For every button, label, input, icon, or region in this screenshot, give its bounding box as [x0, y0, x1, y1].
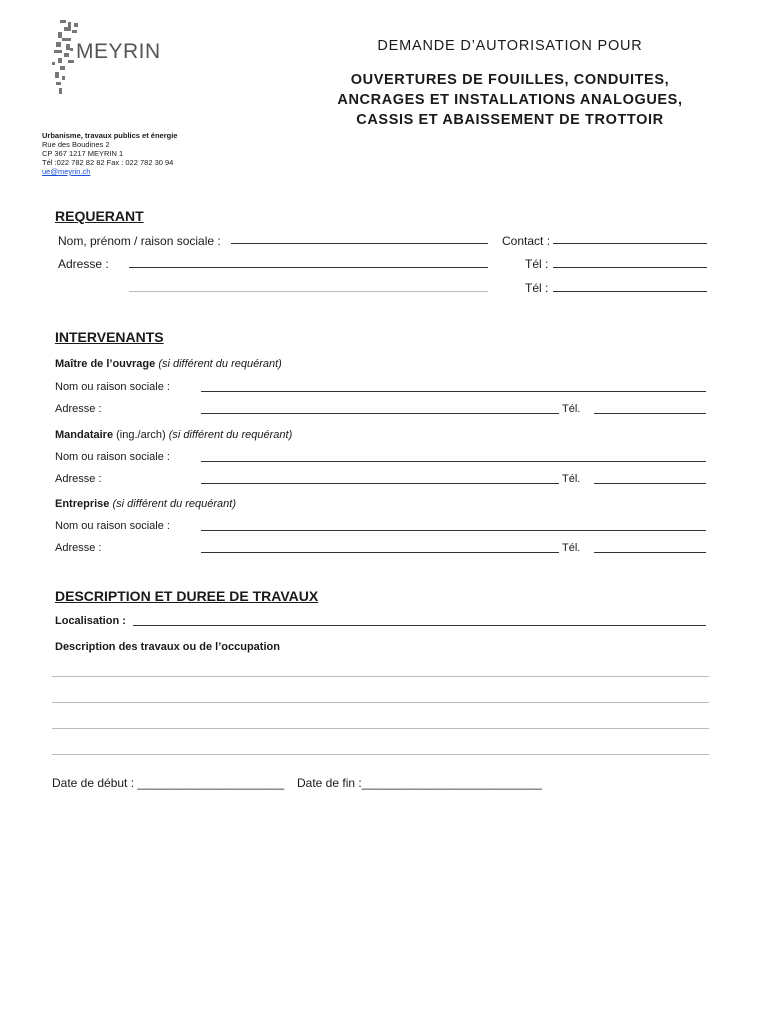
maitre-tel-field[interactable] [594, 413, 706, 414]
mandataire-tel-label: Tél. [562, 473, 581, 485]
description-label: Description des travaux ou de l’occupation [55, 641, 280, 653]
requerant-contact-field[interactable] [553, 243, 707, 244]
requerant-tel-label: Tél : [525, 257, 549, 271]
entreprise-address-field[interactable] [201, 552, 559, 553]
requerant-name-label: Nom, prénom / raison sociale : [58, 234, 221, 248]
entreprise-address-label: Adresse : [55, 542, 102, 554]
organization-block [42, 131, 177, 176]
maitre-address-label: Adresse : [55, 403, 102, 415]
mandataire-tel-field[interactable] [594, 483, 706, 484]
maitre-address-field[interactable] [201, 413, 559, 414]
localisation-field[interactable] [133, 625, 706, 626]
maitre-ouvrage-heading: Maître de l’ouvrage (si différent du requérant) [55, 358, 282, 370]
requerant-contact-label: Contact : [502, 234, 551, 248]
requerant-tel-field[interactable] [553, 267, 707, 268]
org-address: Rue des Boudines 2 [42, 140, 110, 149]
description-line-1[interactable] [52, 676, 709, 677]
org-email-link[interactable]: ue@meyrin.ch [42, 167, 91, 176]
entreprise-name-field[interactable] [201, 530, 706, 531]
localisation-label: Localisation : [55, 615, 126, 627]
entreprise-name-label: Nom ou raison sociale : [55, 520, 170, 532]
requerant-address-label: Adresse : [58, 257, 109, 271]
description-line-2[interactable] [52, 702, 709, 703]
maitre-name-field[interactable] [201, 391, 706, 392]
entreprise-tel-field[interactable] [594, 552, 706, 553]
requerant-tel-label-2: Tél : [525, 281, 549, 295]
start-date-field[interactable]: Date de début : ______________________ [52, 776, 285, 790]
section-requerant-heading: REQUERANT [55, 208, 144, 224]
mandataire-name-label: Nom ou raison sociale : [55, 451, 170, 463]
requerant-name-field[interactable] [231, 243, 488, 244]
entreprise-tel-label: Tél. [562, 542, 581, 554]
maitre-name-label: Nom ou raison sociale : [55, 381, 170, 393]
requerant-tel-field-2[interactable] [553, 291, 707, 292]
org-city: CP 367 1217 MEYRIN 1 [42, 149, 124, 158]
requerant-address-field-2[interactable] [129, 291, 488, 292]
section-description-heading: DESCRIPTION ET DUREE DE TRAVAUX [55, 588, 319, 604]
logo-text: MEYRIN [76, 40, 161, 63]
document-title: DEMANDE D’AUTORISATION POUR [377, 38, 643, 54]
mandataire-heading: Mandataire (ing./arch) (si différent du requérant) [55, 429, 293, 441]
section-intervenants-heading: INTERVENANTS [55, 329, 164, 345]
mandataire-address-field[interactable] [201, 483, 559, 484]
end-date-field[interactable]: Date de fin :___________________________ [297, 776, 542, 790]
org-phone: Tél :022 782 82 82 Fax : 022 782 30 94 [42, 158, 174, 167]
entreprise-heading: Entreprise (si différent du requérant) [55, 498, 236, 510]
description-line-3[interactable] [52, 728, 709, 729]
description-line-4[interactable] [52, 754, 709, 755]
org-name: Urbanisme, travaux publics et énergie [42, 131, 178, 140]
maitre-tel-label: Tél. [562, 403, 581, 415]
mandataire-address-label: Adresse : [55, 473, 102, 485]
document-subtitle: OUVERTURES DE FOUILLES, CONDUITES, ANCRAGES ET INSTALLATIONS ANALOGUES, CASSIS ET ABAISSEMENT DE TROTTOIR [337, 72, 683, 128]
mandataire-name-field[interactable] [201, 461, 706, 462]
requerant-address-field[interactable] [129, 267, 488, 268]
